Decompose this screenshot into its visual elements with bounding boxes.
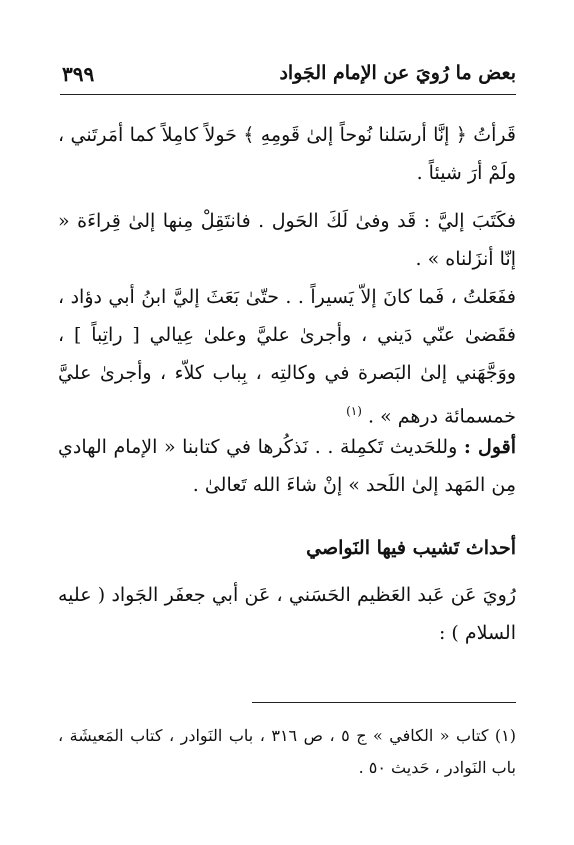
footnote-reference: (١) [346,404,362,418]
footnote-divider [252,702,516,703]
body-paragraph-3-text: ففَعَلتُ ، فَما كانَ إلاّ يَسيراً . . حتّىٰ بَعَثَ إليَّ ابنُ أبي دؤاد ، فقَضىٰ عنّي دَيني ، وأجرىٰ عليَّ وعلىٰ عِيالي [ راتِباً ] ، ووَجَّهَني إلىٰ البَصرة في وكالتِه ، بِباب كلاّء ، وأجرىٰ عليَّ خمسمائة درهم » . [58,286,516,428]
body-paragraph-3 [58,278,516,435]
footnote: (١) كتاب « الكافي » ج ٥ ، ص ٣١٦ ، باب النَوادر ، كتاب المَعيشَة ، باب النَوادر ، حَديث ٥٠ . [58,726,517,777]
page-number: ٣٩٩ [62,62,95,86]
body-paragraph-2: فكَتَبَ إليَّ : قَد وفىٰ لَكَ الحَول . فانتَقِلْ مِنها إلىٰ قِراءَة « إنّا أنزَلناه » . [58,210,516,270]
section-paragraph: رُويَ عَن عَبد العَظيم الحَسَني ، عَن أبي جعفَر الجَواد ( عليه السلام ) : [58,584,516,644]
section-heading: أحداث تَشيب فيها النَواصي [306,537,516,559]
body-paragraph-1: قَرأتُ ﴿ إنَّا أرسَلنا نُوحاً إلىٰ قَومِهِ ﴾ حَولاً كامِلاً كما أمَرتَني ، ولَمْ أرَ شيئاً . [58,124,516,184]
header-divider [60,94,516,95]
comment-text: وللحَديث تَكمِلة . . نَذكُرها في كتابنا « الإمام الهادي مِن المَهد إلىٰ اللَحد » إنْ شاءَ الله تَعالىٰ . [58,436,516,496]
author-comment [58,428,516,504]
comment-lead: أقول : [463,436,516,458]
running-title: بعض ما رُويَ عن الإمام الجَواد [279,62,516,84]
